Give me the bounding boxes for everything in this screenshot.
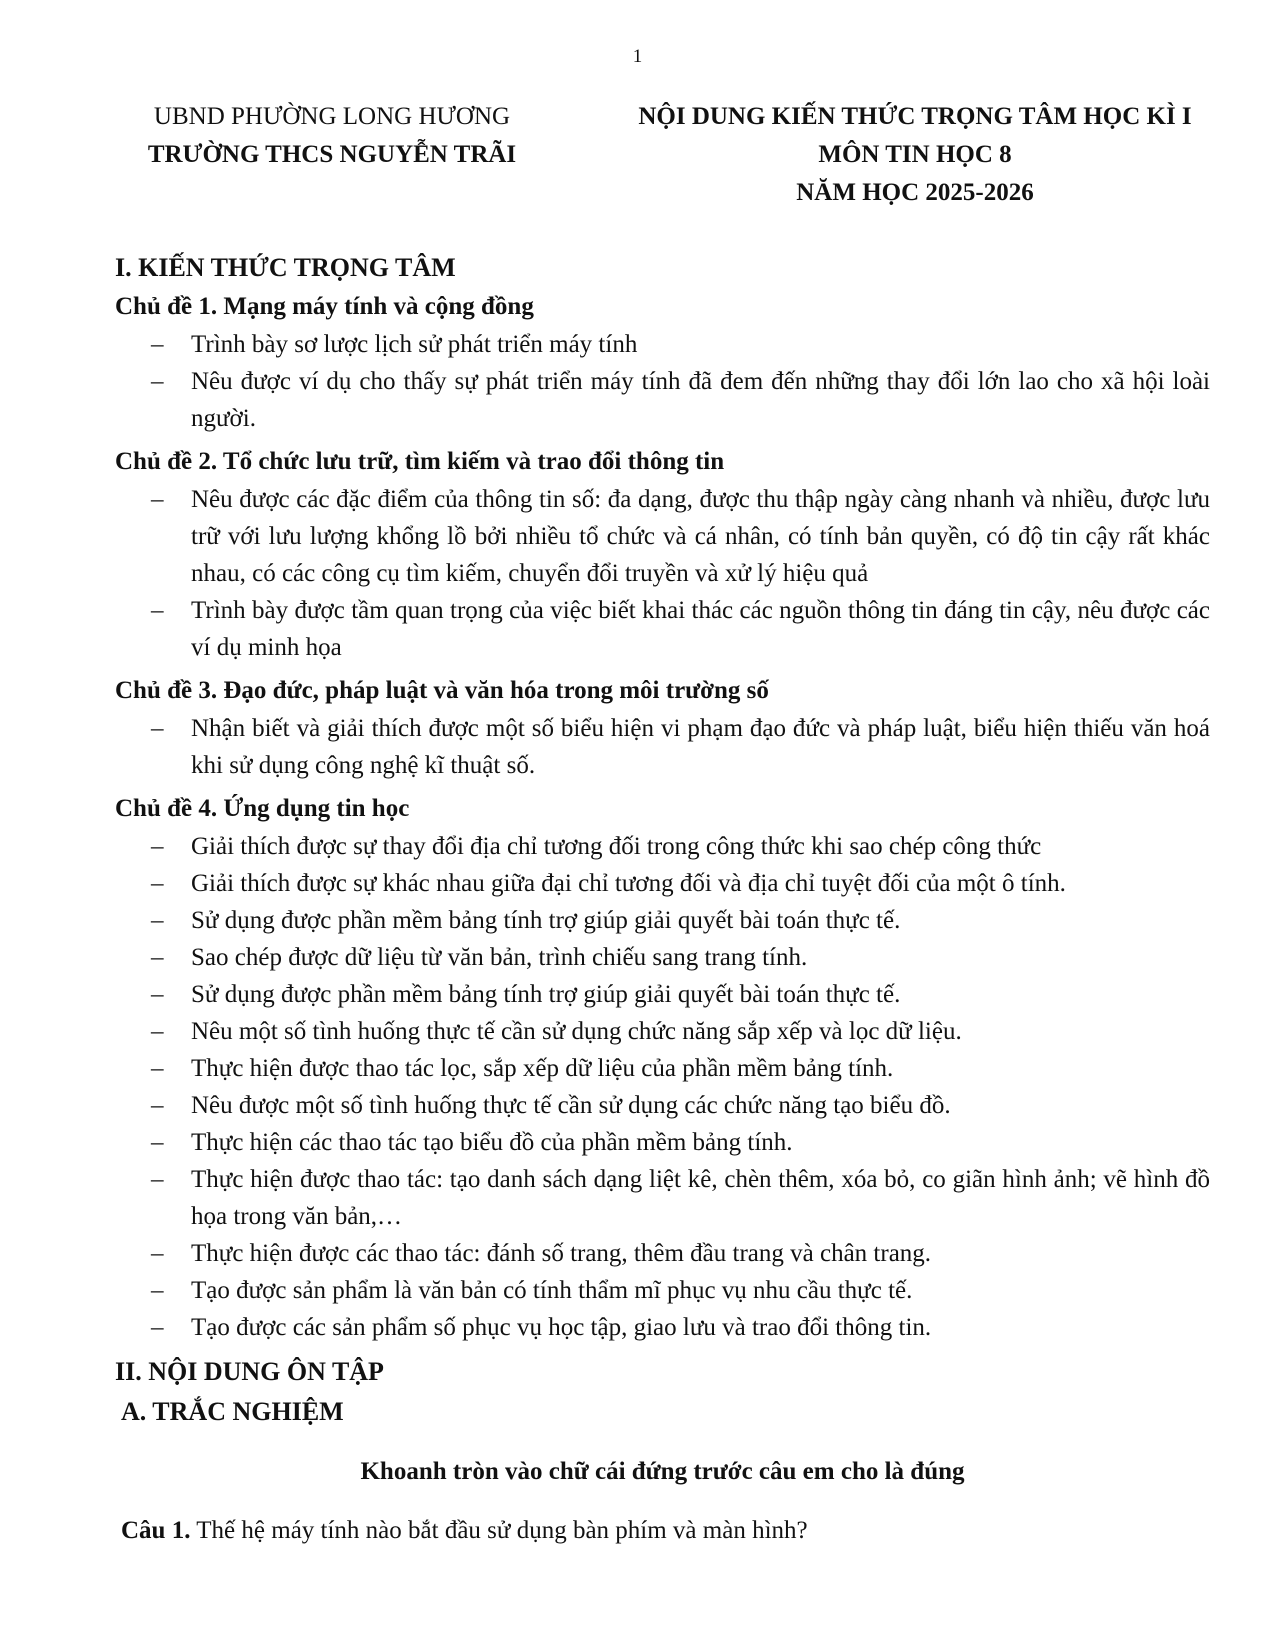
topic-4-list [115, 828, 1210, 1346]
school-name: TRƯỜNG THCS NGUYỄN TRÃI [147, 141, 517, 168]
dash-bullet: – [151, 331, 164, 358]
topic-1-list [115, 326, 1210, 437]
dash-bullet: – [151, 715, 164, 742]
school-year: NĂM HỌC 2025-2026 [796, 179, 1034, 206]
list-item: – Thực hiện được các thao tác: đánh số trang, thêm đầu trang và chân trang. [115, 1235, 1210, 1272]
dash-bullet: – [151, 870, 164, 897]
list-item: – Nêu được ví dụ cho thấy sự phát triển máy tính đã đem đến những thay đổi lớn lao cho xã hội loài người. [115, 363, 1210, 437]
document-body [115, 248, 1210, 1550]
list-item: – Tạo được sản phẩm là văn bản có tính thẩm mĩ phục vụ nhu cầu thực tế. [115, 1272, 1210, 1309]
instruction-text: Khoanh tròn vào chữ cái đứng trước câu em cho là đúng [360, 1458, 965, 1485]
dash-bullet: – [151, 1166, 164, 1193]
list-item: – Nêu một số tình huống thực tế cần sử dụng chức năng sắp xếp và lọc dữ liệu. [115, 1013, 1210, 1050]
page-number: 1 [632, 46, 643, 67]
header-left-block [122, 98, 542, 174]
question-label: Câu 1. [121, 1517, 191, 1544]
dash-bullet: – [151, 1092, 164, 1119]
dash-bullet: – [151, 907, 164, 934]
list-item: – Giải thích được sự khác nhau giữa đại chỉ tương đối và địa chỉ tuyệt đối của một ô tính. [115, 865, 1210, 902]
topic-3-list [115, 710, 1210, 784]
topic-title-4: Chủ đề 4. Ứng dụng tin học [115, 795, 410, 822]
dash-bullet: – [151, 1277, 164, 1304]
list-item: – Giải thích được sự thay đổi địa chỉ tương đối trong công thức khi sao chép công thức [115, 828, 1210, 865]
list-item: – Trình bày sơ lược lịch sử phát triển máy tính [115, 326, 1210, 363]
dash-bullet: – [151, 981, 164, 1008]
section-title-review: II. NỘI DUNG ÔN TẬP [115, 1357, 384, 1386]
list-item: – Trình bày được tầm quan trọng của việc biết khai thác các nguồn thông tin đáng tin cậy, nêu được các ví dụ minh họa [115, 592, 1210, 666]
dash-bullet: – [151, 597, 164, 624]
dash-bullet: – [151, 486, 164, 513]
section-title-knowledge: I. KIẾN THỨC TRỌNG TÂM [115, 253, 456, 282]
dash-bullet: – [151, 833, 164, 860]
topic-2-list [115, 481, 1210, 666]
subject-name: MÔN TIN HỌC 8 [818, 141, 1012, 168]
list-item: – Nêu được một số tình huống thực tế cần sử dụng các chức năng tạo biểu đồ. [115, 1087, 1210, 1124]
list-item: – Thực hiện các thao tác tạo biểu đồ của phần mềm bảng tính. [115, 1124, 1210, 1161]
dash-bullet: – [151, 1129, 164, 1156]
list-item: – Sao chép được dữ liệu từ văn bản, trình chiếu sang trang tính. [115, 939, 1210, 976]
question-text: Thế hệ máy tính nào bắt đầu sử dụng bàn phím và màn hình? [196, 1517, 808, 1544]
list-item: – Sử dụng được phần mềm bảng tính trợ giúp giải quyết bài toán thực tế. [115, 902, 1210, 939]
dash-bullet: – [151, 1240, 164, 1267]
list-item: – Thực hiện được thao tác lọc, sắp xếp dữ liệu của phần mềm bảng tính. [115, 1050, 1210, 1087]
list-item: – Thực hiện được thao tác: tạo danh sách dạng liệt kê, chèn thêm, xóa bỏ, co giãn hình ảnh; vẽ hình đồ họa trong văn bản,… [115, 1161, 1210, 1235]
list-item: – Nhận biết và giải thích được một số biểu hiện vi phạm đạo đức và pháp luật, biểu hiện thiếu văn hoá khi sử dụng công nghệ kĩ thuật số. [115, 710, 1210, 784]
topic-title-3: Chủ đề 3. Đạo đức, pháp luật và văn hóa trong môi trường số [115, 677, 769, 704]
document-title: NỘI DUNG KIẾN THỨC TRỌNG TÂM HỌC KÌ I [638, 103, 1192, 130]
list-item: – Sử dụng được phần mềm bảng tính trợ giúp giải quyết bài toán thực tế. [115, 976, 1210, 1013]
dash-bullet: – [151, 1055, 164, 1082]
dash-bullet: – [151, 1018, 164, 1045]
list-item: – Tạo được các sản phẩm số phục vụ học tập, giao lưu và trao đổi thông tin. [115, 1309, 1210, 1346]
dash-bullet: – [151, 368, 164, 395]
header-right-block [600, 98, 1230, 212]
subsection-multiple-choice: A. TRẮC NGHIỆM [121, 1397, 344, 1426]
dash-bullet: – [151, 1314, 164, 1341]
dash-bullet: – [151, 944, 164, 971]
topic-title-2: Chủ đề 2. Tổ chức lưu trữ, tìm kiếm và trao đổi thông tin [115, 448, 725, 475]
topic-title-1: Chủ đề 1. Mạng máy tính và cộng đồng [115, 293, 534, 320]
question-1 [115, 1512, 1210, 1550]
list-item: – Nêu được các đặc điểm của thông tin số: đa dạng, được thu thập ngày càng nhanh và nhiều, được lưu trữ với lưu lượng khổng lồ bởi nhiều tổ chức và cá nhân, có tính bản quyền, có độ tin cậy rất khác nhau, có các công cụ tìm kiếm, chuyển đổi truyền và xử lý hiệu quả [115, 481, 1210, 592]
authority-name: UBND PHƯỜNG LONG HƯƠNG [153, 103, 511, 130]
